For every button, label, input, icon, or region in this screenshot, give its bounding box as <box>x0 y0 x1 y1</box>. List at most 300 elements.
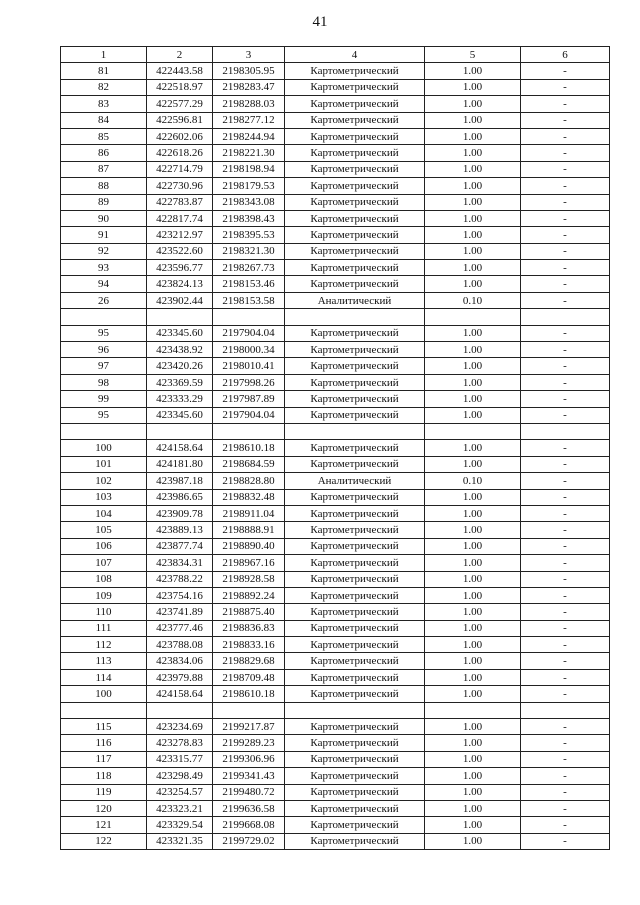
point-number-cell: 98 <box>61 374 147 390</box>
y-coordinate-cell: 2198398.43 <box>213 210 285 226</box>
x-coordinate-cell: 422602.06 <box>147 128 213 144</box>
method-cell: Картометрический <box>285 784 425 800</box>
accuracy-cell: 1.00 <box>425 522 521 538</box>
accuracy-cell: 1.00 <box>425 489 521 505</box>
method-cell: Картометрический <box>285 96 425 112</box>
table-row <box>61 751 610 767</box>
method-cell: Картометрический <box>285 800 425 816</box>
method-cell: Картометрический <box>285 604 425 620</box>
note-cell: - <box>521 456 610 472</box>
accuracy-cell: 1.00 <box>425 669 521 685</box>
point-number-cell: 114 <box>61 669 147 685</box>
point-number-cell: 89 <box>61 194 147 210</box>
accuracy-cell: 1.00 <box>425 391 521 407</box>
accuracy-cell: 1.00 <box>425 653 521 669</box>
method-cell <box>285 309 425 325</box>
method-cell: Картометрический <box>285 522 425 538</box>
x-coordinate-cell: 424158.64 <box>147 686 213 702</box>
point-number-cell: 106 <box>61 538 147 554</box>
accuracy-cell: 1.00 <box>425 194 521 210</box>
table-row <box>61 210 610 226</box>
note-cell: - <box>521 161 610 177</box>
note-cell <box>521 702 610 718</box>
method-cell: Аналитический <box>285 292 425 308</box>
x-coordinate-cell: 422817.74 <box>147 210 213 226</box>
table-row <box>61 719 610 735</box>
point-number-cell: 102 <box>61 473 147 489</box>
point-number-cell: 109 <box>61 587 147 603</box>
point-number-cell: 94 <box>61 276 147 292</box>
accuracy-cell: 1.00 <box>425 145 521 161</box>
x-coordinate-cell: 423329.54 <box>147 817 213 833</box>
note-cell: - <box>521 768 610 784</box>
note-cell: - <box>521 719 610 735</box>
note-cell: - <box>521 63 610 79</box>
method-cell: Картометрический <box>285 407 425 423</box>
note-cell: - <box>521 522 610 538</box>
x-coordinate-cell: 423254.57 <box>147 784 213 800</box>
accuracy-cell <box>425 309 521 325</box>
point-number-cell: 110 <box>61 604 147 620</box>
method-cell: Картометрический <box>285 735 425 751</box>
table-row <box>61 227 610 243</box>
point-number-cell: 88 <box>61 178 147 194</box>
y-coordinate-cell: 2197987.89 <box>213 391 285 407</box>
note-cell: - <box>521 653 610 669</box>
point-number-cell: 108 <box>61 571 147 587</box>
x-coordinate-cell: 423877.74 <box>147 538 213 554</box>
y-coordinate-cell: 2198283.47 <box>213 79 285 95</box>
table-separator-row <box>61 423 610 439</box>
accuracy-cell: 1.00 <box>425 407 521 423</box>
method-cell: Картометрический <box>285 637 425 653</box>
table-row <box>61 817 610 833</box>
y-coordinate-cell: 2198321.30 <box>213 243 285 259</box>
y-coordinate-cell: 2198911.04 <box>213 505 285 521</box>
note-cell: - <box>521 407 610 423</box>
y-coordinate-cell: 2198928.58 <box>213 571 285 587</box>
table-row <box>61 456 610 472</box>
table-row <box>61 194 610 210</box>
note-cell: - <box>521 637 610 653</box>
table-row <box>61 161 610 177</box>
method-cell: Картометрический <box>285 555 425 571</box>
x-coordinate-cell: 423834.31 <box>147 555 213 571</box>
note-cell: - <box>521 571 610 587</box>
y-coordinate-cell: 2199636.58 <box>213 800 285 816</box>
x-coordinate-cell: 423788.08 <box>147 637 213 653</box>
note-cell: - <box>521 817 610 833</box>
accuracy-cell: 1.00 <box>425 800 521 816</box>
y-coordinate-cell: 2199217.87 <box>213 719 285 735</box>
x-coordinate-cell: 423345.60 <box>147 407 213 423</box>
point-number-cell <box>61 423 147 439</box>
table-row <box>61 653 610 669</box>
y-coordinate-cell: 2198875.40 <box>213 604 285 620</box>
table-header-row <box>61 47 610 63</box>
method-cell: Картометрический <box>285 210 425 226</box>
table-row <box>61 391 610 407</box>
accuracy-cell: 1.00 <box>425 374 521 390</box>
y-coordinate-cell: 2199289.23 <box>213 735 285 751</box>
note-cell: - <box>521 686 610 702</box>
method-cell: Картометрический <box>285 669 425 685</box>
point-number-cell: 93 <box>61 260 147 276</box>
y-coordinate-cell: 2198610.18 <box>213 440 285 456</box>
note-cell: - <box>521 669 610 685</box>
note-cell: - <box>521 112 610 128</box>
y-coordinate-cell: 2198000.34 <box>213 342 285 358</box>
note-cell: - <box>521 800 610 816</box>
method-cell: Картометрический <box>285 489 425 505</box>
y-coordinate-cell <box>213 309 285 325</box>
table-separator-row <box>61 702 610 718</box>
method-cell: Картометрический <box>285 145 425 161</box>
y-coordinate-cell: 2198198.94 <box>213 161 285 177</box>
accuracy-cell: 1.00 <box>425 571 521 587</box>
y-coordinate-cell: 2199668.08 <box>213 817 285 833</box>
x-coordinate-cell: 423824.13 <box>147 276 213 292</box>
point-number-cell: 111 <box>61 620 147 636</box>
point-number-cell: 90 <box>61 210 147 226</box>
point-number-cell: 103 <box>61 489 147 505</box>
method-cell: Картометрический <box>285 79 425 95</box>
x-coordinate-cell <box>147 423 213 439</box>
method-cell: Картометрический <box>285 161 425 177</box>
y-coordinate-cell: 2198709.48 <box>213 669 285 685</box>
table-row <box>61 489 610 505</box>
table-row <box>61 637 610 653</box>
y-coordinate-cell: 2198153.58 <box>213 292 285 308</box>
y-coordinate-cell: 2198610.18 <box>213 686 285 702</box>
note-cell: - <box>521 128 610 144</box>
note-cell: - <box>521 489 610 505</box>
point-number-cell: 96 <box>61 342 147 358</box>
y-coordinate-cell: 2198828.80 <box>213 473 285 489</box>
note-cell: - <box>521 260 610 276</box>
y-coordinate-cell: 2198277.12 <box>213 112 285 128</box>
method-cell: Картометрический <box>285 653 425 669</box>
method-cell <box>285 423 425 439</box>
note-cell: - <box>521 604 610 620</box>
point-number-cell: 87 <box>61 161 147 177</box>
y-coordinate-cell: 2198288.03 <box>213 96 285 112</box>
point-number-cell: 120 <box>61 800 147 816</box>
note-cell: - <box>521 784 610 800</box>
note-cell: - <box>521 440 610 456</box>
point-number-cell: 95 <box>61 407 147 423</box>
x-coordinate-cell: 423987.18 <box>147 473 213 489</box>
note-cell: - <box>521 620 610 636</box>
table-row <box>61 96 610 112</box>
y-coordinate-cell: 2199729.02 <box>213 833 285 849</box>
method-cell: Картометрический <box>285 620 425 636</box>
accuracy-cell: 1.00 <box>425 440 521 456</box>
column-header: 5 <box>425 47 521 63</box>
note-cell: - <box>521 178 610 194</box>
table-row <box>61 407 610 423</box>
accuracy-cell: 1.00 <box>425 210 521 226</box>
accuracy-cell: 1.00 <box>425 178 521 194</box>
point-number-cell: 83 <box>61 96 147 112</box>
table-row <box>61 276 610 292</box>
method-cell: Картометрический <box>285 358 425 374</box>
table-row <box>61 243 610 259</box>
x-coordinate-cell: 422577.29 <box>147 96 213 112</box>
table-row <box>61 63 610 79</box>
table-separator-row <box>61 309 610 325</box>
x-coordinate-cell: 423333.29 <box>147 391 213 407</box>
note-cell: - <box>521 358 610 374</box>
point-number-cell: 101 <box>61 456 147 472</box>
y-coordinate-cell: 2198010.41 <box>213 358 285 374</box>
y-coordinate-cell: 2198833.16 <box>213 637 285 653</box>
table-row <box>61 686 610 702</box>
point-number-cell: 95 <box>61 325 147 341</box>
method-cell: Картометрический <box>285 587 425 603</box>
point-number-cell: 117 <box>61 751 147 767</box>
x-coordinate-cell: 423315.77 <box>147 751 213 767</box>
x-coordinate-cell: 423420.26 <box>147 358 213 374</box>
method-cell: Картометрический <box>285 751 425 767</box>
note-cell: - <box>521 145 610 161</box>
y-coordinate-cell: 2197998.26 <box>213 374 285 390</box>
table-row <box>61 768 610 784</box>
x-coordinate-cell: 422443.58 <box>147 63 213 79</box>
y-coordinate-cell: 2198244.94 <box>213 128 285 144</box>
y-coordinate-cell: 2197904.04 <box>213 407 285 423</box>
accuracy-cell: 1.00 <box>425 784 521 800</box>
point-number-cell: 121 <box>61 817 147 833</box>
x-coordinate-cell: 424158.64 <box>147 440 213 456</box>
table-row <box>61 669 610 685</box>
x-coordinate-cell: 423345.60 <box>147 325 213 341</box>
table-row <box>61 325 610 341</box>
note-cell: - <box>521 587 610 603</box>
x-coordinate-cell: 422518.97 <box>147 79 213 95</box>
accuracy-cell: 1.00 <box>425 833 521 849</box>
method-cell: Картометрический <box>285 194 425 210</box>
point-number-cell: 81 <box>61 63 147 79</box>
x-coordinate-cell: 423596.77 <box>147 260 213 276</box>
coordinates-table <box>60 46 610 850</box>
accuracy-cell: 1.00 <box>425 112 521 128</box>
y-coordinate-cell: 2198832.48 <box>213 489 285 505</box>
y-coordinate-cell <box>213 702 285 718</box>
note-cell: - <box>521 243 610 259</box>
note-cell: - <box>521 79 610 95</box>
method-cell: Картометрический <box>285 374 425 390</box>
accuracy-cell: 1.00 <box>425 276 521 292</box>
table-body <box>61 63 610 850</box>
table-row <box>61 571 610 587</box>
table-row <box>61 555 610 571</box>
method-cell: Картометрический <box>285 112 425 128</box>
note-cell: - <box>521 751 610 767</box>
note-cell: - <box>521 325 610 341</box>
table-row <box>61 538 610 554</box>
accuracy-cell: 1.00 <box>425 456 521 472</box>
y-coordinate-cell: 2198305.95 <box>213 63 285 79</box>
x-coordinate-cell: 423234.69 <box>147 719 213 735</box>
point-number-cell <box>61 702 147 718</box>
accuracy-cell: 1.00 <box>425 505 521 521</box>
method-cell: Картометрический <box>285 325 425 341</box>
table-row <box>61 374 610 390</box>
point-number-cell: 26 <box>61 292 147 308</box>
y-coordinate-cell: 2198267.73 <box>213 260 285 276</box>
method-cell: Картометрический <box>285 342 425 358</box>
note-cell: - <box>521 555 610 571</box>
accuracy-cell: 1.00 <box>425 79 521 95</box>
method-cell: Картометрический <box>285 817 425 833</box>
method-cell: Картометрический <box>285 260 425 276</box>
x-coordinate-cell: 423979.88 <box>147 669 213 685</box>
table-row <box>61 833 610 849</box>
x-coordinate-cell: 423321.35 <box>147 833 213 849</box>
note-cell: - <box>521 96 610 112</box>
column-header: 6 <box>521 47 610 63</box>
accuracy-cell: 1.00 <box>425 161 521 177</box>
accuracy-cell: 1.00 <box>425 128 521 144</box>
note-cell: - <box>521 473 610 489</box>
y-coordinate-cell: 2198890.40 <box>213 538 285 554</box>
point-number-cell: 100 <box>61 686 147 702</box>
table-row <box>61 735 610 751</box>
x-coordinate-cell: 423889.13 <box>147 522 213 538</box>
method-cell: Картометрический <box>285 63 425 79</box>
method-cell: Картометрический <box>285 505 425 521</box>
point-number-cell: 113 <box>61 653 147 669</box>
method-cell: Картометрический <box>285 456 425 472</box>
x-coordinate-cell: 423522.60 <box>147 243 213 259</box>
accuracy-cell: 1.00 <box>425 555 521 571</box>
y-coordinate-cell: 2197904.04 <box>213 325 285 341</box>
point-number-cell: 97 <box>61 358 147 374</box>
note-cell: - <box>521 194 610 210</box>
y-coordinate-cell: 2198395.53 <box>213 227 285 243</box>
table-row <box>61 784 610 800</box>
note-cell: - <box>521 505 610 521</box>
accuracy-cell: 1.00 <box>425 260 521 276</box>
note-cell: - <box>521 292 610 308</box>
note-cell: - <box>521 735 610 751</box>
note-cell: - <box>521 276 610 292</box>
method-cell <box>285 702 425 718</box>
accuracy-cell: 1.00 <box>425 96 521 112</box>
x-coordinate-cell: 423788.22 <box>147 571 213 587</box>
note-cell <box>521 423 610 439</box>
point-number-cell: 122 <box>61 833 147 849</box>
note-cell: - <box>521 227 610 243</box>
table-row <box>61 342 610 358</box>
accuracy-cell <box>425 423 521 439</box>
y-coordinate-cell: 2198153.46 <box>213 276 285 292</box>
page-number: 41 <box>312 14 328 30</box>
x-coordinate-cell: 423323.21 <box>147 800 213 816</box>
point-number-cell: 104 <box>61 505 147 521</box>
point-number-cell: 84 <box>61 112 147 128</box>
method-cell: Картометрический <box>285 391 425 407</box>
table-row <box>61 292 610 308</box>
method-cell: Аналитический <box>285 473 425 489</box>
point-number-cell: 112 <box>61 637 147 653</box>
point-number-cell: 105 <box>61 522 147 538</box>
accuracy-cell: 1.00 <box>425 243 521 259</box>
accuracy-cell: 1.00 <box>425 751 521 767</box>
x-coordinate-cell: 424181.80 <box>147 456 213 472</box>
table-row <box>61 522 610 538</box>
method-cell: Картометрический <box>285 686 425 702</box>
x-coordinate-cell: 423754.16 <box>147 587 213 603</box>
column-header: 1 <box>61 47 147 63</box>
note-cell: - <box>521 210 610 226</box>
table-row <box>61 440 610 456</box>
x-coordinate-cell: 423902.44 <box>147 292 213 308</box>
point-number-cell: 91 <box>61 227 147 243</box>
table-row <box>61 473 610 489</box>
accuracy-cell: 1.00 <box>425 817 521 833</box>
point-number-cell: 99 <box>61 391 147 407</box>
table-row <box>61 587 610 603</box>
method-cell: Картометрический <box>285 227 425 243</box>
accuracy-cell: 1.00 <box>425 719 521 735</box>
x-coordinate-cell: 423986.65 <box>147 489 213 505</box>
note-cell: - <box>521 374 610 390</box>
table-row <box>61 260 610 276</box>
column-header: 3 <box>213 47 285 63</box>
y-coordinate-cell: 2199341.43 <box>213 768 285 784</box>
method-cell: Картометрический <box>285 178 425 194</box>
method-cell: Картометрический <box>285 833 425 849</box>
x-coordinate-cell: 422730.96 <box>147 178 213 194</box>
point-number-cell: 100 <box>61 440 147 456</box>
y-coordinate-cell: 2198967.16 <box>213 555 285 571</box>
x-coordinate-cell: 422783.87 <box>147 194 213 210</box>
table-row <box>61 800 610 816</box>
point-number-cell: 115 <box>61 719 147 735</box>
x-coordinate-cell: 423278.83 <box>147 735 213 751</box>
accuracy-cell: 1.00 <box>425 325 521 341</box>
column-header: 4 <box>285 47 425 63</box>
method-cell: Картометрический <box>285 571 425 587</box>
accuracy-cell: 0.10 <box>425 292 521 308</box>
point-number-cell: 116 <box>61 735 147 751</box>
y-coordinate-cell: 2198684.59 <box>213 456 285 472</box>
accuracy-cell <box>425 702 521 718</box>
point-number-cell <box>61 309 147 325</box>
method-cell: Картометрический <box>285 538 425 554</box>
note-cell: - <box>521 538 610 554</box>
method-cell: Картометрический <box>285 768 425 784</box>
accuracy-cell: 1.00 <box>425 587 521 603</box>
x-coordinate-cell: 423212.97 <box>147 227 213 243</box>
y-coordinate-cell <box>213 423 285 439</box>
accuracy-cell: 1.00 <box>425 686 521 702</box>
y-coordinate-cell: 2198836.83 <box>213 620 285 636</box>
accuracy-cell: 1.00 <box>425 63 521 79</box>
accuracy-cell: 1.00 <box>425 538 521 554</box>
note-cell: - <box>521 342 610 358</box>
table-row <box>61 604 610 620</box>
x-coordinate-cell <box>147 702 213 718</box>
accuracy-cell: 1.00 <box>425 604 521 620</box>
x-coordinate-cell: 423369.59 <box>147 374 213 390</box>
accuracy-cell: 1.00 <box>425 227 521 243</box>
point-number-cell: 86 <box>61 145 147 161</box>
method-cell: Картометрический <box>285 719 425 735</box>
table-row <box>61 79 610 95</box>
